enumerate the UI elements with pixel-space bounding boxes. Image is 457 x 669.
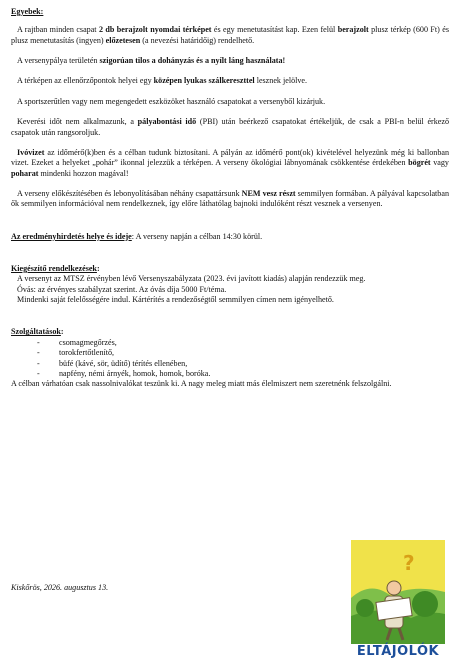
list-item: - torokfertőtlenítő, [11, 348, 449, 358]
paragraph-smoking: A versenypálya területén szigorúan tilos a dohányzás és a nyílt láng használata! [17, 56, 286, 66]
rules-line-2: Óvás: az érvényes szabályzat szerint. Az óvás díja 5000 Ft/téma. [17, 284, 227, 294]
paragraph-controls: A térképen az ellenőrzőpontok helyei egy középen lyukas szálkereszttel lesznek jelölve. [17, 76, 308, 86]
paragraph-water: Ivóvizet az időmérő(k)ben és a célban tudunk biztosítani. A pályán az időmérő pont(ok) kivételével helyezünk még ki ballonban vizet. Ezeket a helyeket „pohár” ikonnal jelezzük a térképen. A verseny ökológiai lábnyomának csökkentése érdekében bögrét vagy poharat mindenki hozzon magával! [11, 147, 449, 178]
document-body [11, 7, 449, 390]
rules-line-3: Mindenki saját felelősségére indul. Kártérítés a rendezőségtől semmilyen címen nem igényelhető. [17, 295, 334, 305]
svg-text:?: ? [403, 551, 415, 575]
paragraph-maps: A rajtban minden csapat 2 db berajzolt nyomdai térképet és egy menetutasítást kap. Ezen felül berajzolt plusz térkép (600 Ft) és plusz menetutasítás (ingyen) előzetesen (a nevezési határidőig) rendelhető. [11, 25, 449, 45]
list-item: - napfény, némi árnyék, homok, homok, boróka. [11, 369, 449, 379]
services-footer: A célban várhatóan csak nassolnivalókat teszünk ki. A nagy meleg miatt más élelmiszert nem szeretnénk felszolgálni. [11, 379, 392, 389]
logo-text: ELTÁJOLÓK [356, 644, 440, 659]
section-heading-eredmeny: Az eredményhirdetés helye és ideje [11, 231, 132, 241]
list-item: - csomagmegőrzés, [11, 338, 449, 348]
paragraph-organizers: A verseny előkészítésében és lebonyolításában néhány csapattársunk NEM vesz részt semmilyen formában. A pályával kapcsolatban ők semmilyen információval nem rendelkeznek, így előre láthatólag bajnoki indulóként részt vesznek a versenyen. [11, 188, 449, 209]
paragraph-pbi: Keverési időt nem alkalmazunk, a pályabontási idő (PBI) után beérkező csapatokat értékeljük, de csak a PBI-n belül érkező csapatok után rangsoroljuk. [11, 117, 450, 137]
paragraph-disqualify: A sportszerűtlen vagy nem megengedett eszközöket használó csapatokat a versenyből kizárjuk. [17, 96, 326, 106]
eltajolok-logo-icon [351, 540, 445, 664]
services-list [11, 338, 449, 379]
place-date: Kiskőrös, 2026. augusztus 13. [11, 583, 109, 592]
section-heading-kiegeszito: Kiegészítő rendelkezések: [11, 264, 100, 274]
section-heading-szolgaltatasok: Szolgáltatások: [11, 327, 64, 337]
results-line: Az eredményhirdetés helye és ideje: A verseny napján a célban 14:30 körül. [11, 231, 263, 241]
rules-line-1: A versenyt az MTSZ érvényben lévő Versenyszabályzata (2023. évi javított kiadás) alapján rendezzük meg. [17, 274, 366, 284]
list-item: - büfé (kávé, sör, üdítő) térítés ellenében, [11, 359, 449, 369]
section-heading-egyebek: Egyebek: [11, 7, 44, 16]
